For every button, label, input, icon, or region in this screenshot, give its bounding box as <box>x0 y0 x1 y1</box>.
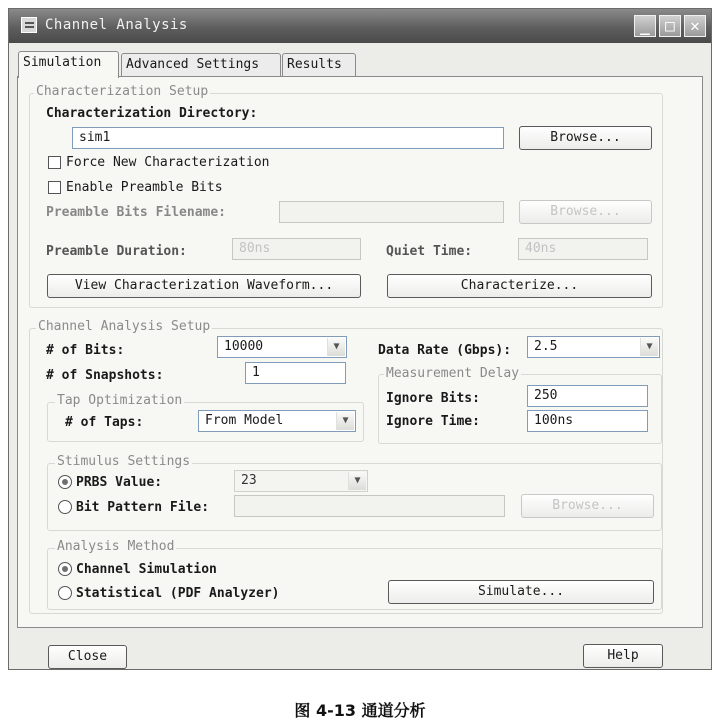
data-rate-value: 2.5 <box>534 339 558 354</box>
view-characterization-waveform-button[interactable]: View Characterization Waveform... <box>47 274 361 298</box>
ignore-time-label: Ignore Time: <box>386 414 480 429</box>
taps-value: From Model <box>205 413 284 428</box>
prbs-radio[interactable] <box>58 475 72 489</box>
bit-pattern-input[interactable] <box>234 495 505 517</box>
force-characterization-checkbox[interactable] <box>48 156 61 169</box>
channel-simulation-radio[interactable] <box>58 562 72 576</box>
statistical-label: Statistical (PDF Analyzer) <box>76 586 280 601</box>
close-button[interactable]: Close <box>48 645 127 669</box>
characterize-button[interactable]: Characterize... <box>387 274 652 298</box>
snapshots-label: # of Snapshots: <box>46 368 164 383</box>
characterization-setup-legend: Characterization Setup <box>36 84 209 99</box>
title-bar[interactable] <box>9 9 711 43</box>
ignore-bits-label: Ignore Bits: <box>386 391 480 406</box>
app-icon <box>21 17 37 33</box>
enable-preamble-checkbox[interactable] <box>48 181 61 194</box>
prbs-select[interactable] <box>234 470 368 492</box>
bit-pattern-radio[interactable] <box>58 500 72 514</box>
bits-label: # of Bits: <box>46 343 125 358</box>
tab-simulation[interactable]: Simulation <box>18 51 119 78</box>
taps-select[interactable] <box>198 410 356 432</box>
chevron-down-icon: ▼ <box>336 412 354 430</box>
preamble-filename-input[interactable] <box>279 201 504 223</box>
minimize-button[interactable] <box>634 15 656 37</box>
help-button[interactable]: Help <box>583 644 663 668</box>
snapshots-input[interactable]: 1 <box>245 362 346 384</box>
close-icon: ✕ <box>690 16 700 35</box>
prbs-label: PRBS Value: <box>76 475 163 490</box>
data-rate-label: Data Rate (Gbps): <box>378 343 512 358</box>
tap-optimization-legend: Tap Optimization <box>57 393 183 408</box>
force-characterization-label: Force New Characterization <box>66 155 270 170</box>
simulate-button[interactable]: Simulate... <box>388 580 654 604</box>
preamble-duration-input[interactable]: 80ns <box>232 238 361 260</box>
bits-select[interactable] <box>217 336 347 358</box>
chevron-down-icon: ▼ <box>327 338 345 356</box>
channel-simulation-label: Channel Simulation <box>76 562 217 577</box>
prbs-value: 23 <box>241 473 257 488</box>
characterization-directory-label: Characterization Directory: <box>46 106 258 121</box>
channel-analysis-setup-legend: Channel Analysis Setup <box>38 319 211 334</box>
stimulus-settings-legend: Stimulus Settings <box>57 454 191 469</box>
preamble-filename-label: Preamble Bits Filename: <box>46 205 227 220</box>
chevron-down-icon: ▼ <box>640 338 658 356</box>
measurement-delay-legend: Measurement Delay <box>386 366 520 381</box>
close-window-button[interactable] <box>684 15 706 37</box>
characterization-directory-input[interactable]: sim1 <box>72 127 504 149</box>
analysis-method-legend: Analysis Method <box>57 539 175 554</box>
preamble-duration-label: Preamble Duration: <box>46 244 187 259</box>
tab-advanced-settings[interactable]: Advanced Settings <box>121 53 281 77</box>
data-rate-select[interactable] <box>527 336 660 358</box>
bits-value: 10000 <box>224 339 264 354</box>
statistical-radio[interactable] <box>58 586 72 600</box>
bit-pattern-browse-button[interactable]: Browse... <box>521 494 654 518</box>
browse-directory-button[interactable]: Browse... <box>519 126 652 150</box>
minimize-icon: _ <box>640 16 650 35</box>
tab-results[interactable]: Results <box>282 53 356 77</box>
ignore-time-input[interactable]: 100ns <box>527 410 648 432</box>
ignore-bits-input[interactable]: 250 <box>527 385 648 407</box>
enable-preamble-label: Enable Preamble Bits <box>66 180 223 195</box>
maximize-button[interactable] <box>659 15 681 37</box>
quiet-time-input[interactable]: 40ns <box>518 238 648 260</box>
taps-label: # of Taps: <box>65 415 144 430</box>
figure-caption: 图 4-13 通道分析 <box>294 701 426 720</box>
maximize-icon: □ <box>665 16 675 35</box>
quiet-time-label: Quiet Time: <box>386 244 473 259</box>
window-title: Channel Analysis <box>45 17 188 33</box>
preamble-browse-button[interactable]: Browse... <box>519 200 652 224</box>
chevron-down-icon: ▼ <box>348 472 366 490</box>
bit-pattern-label: Bit Pattern File: <box>76 500 210 515</box>
